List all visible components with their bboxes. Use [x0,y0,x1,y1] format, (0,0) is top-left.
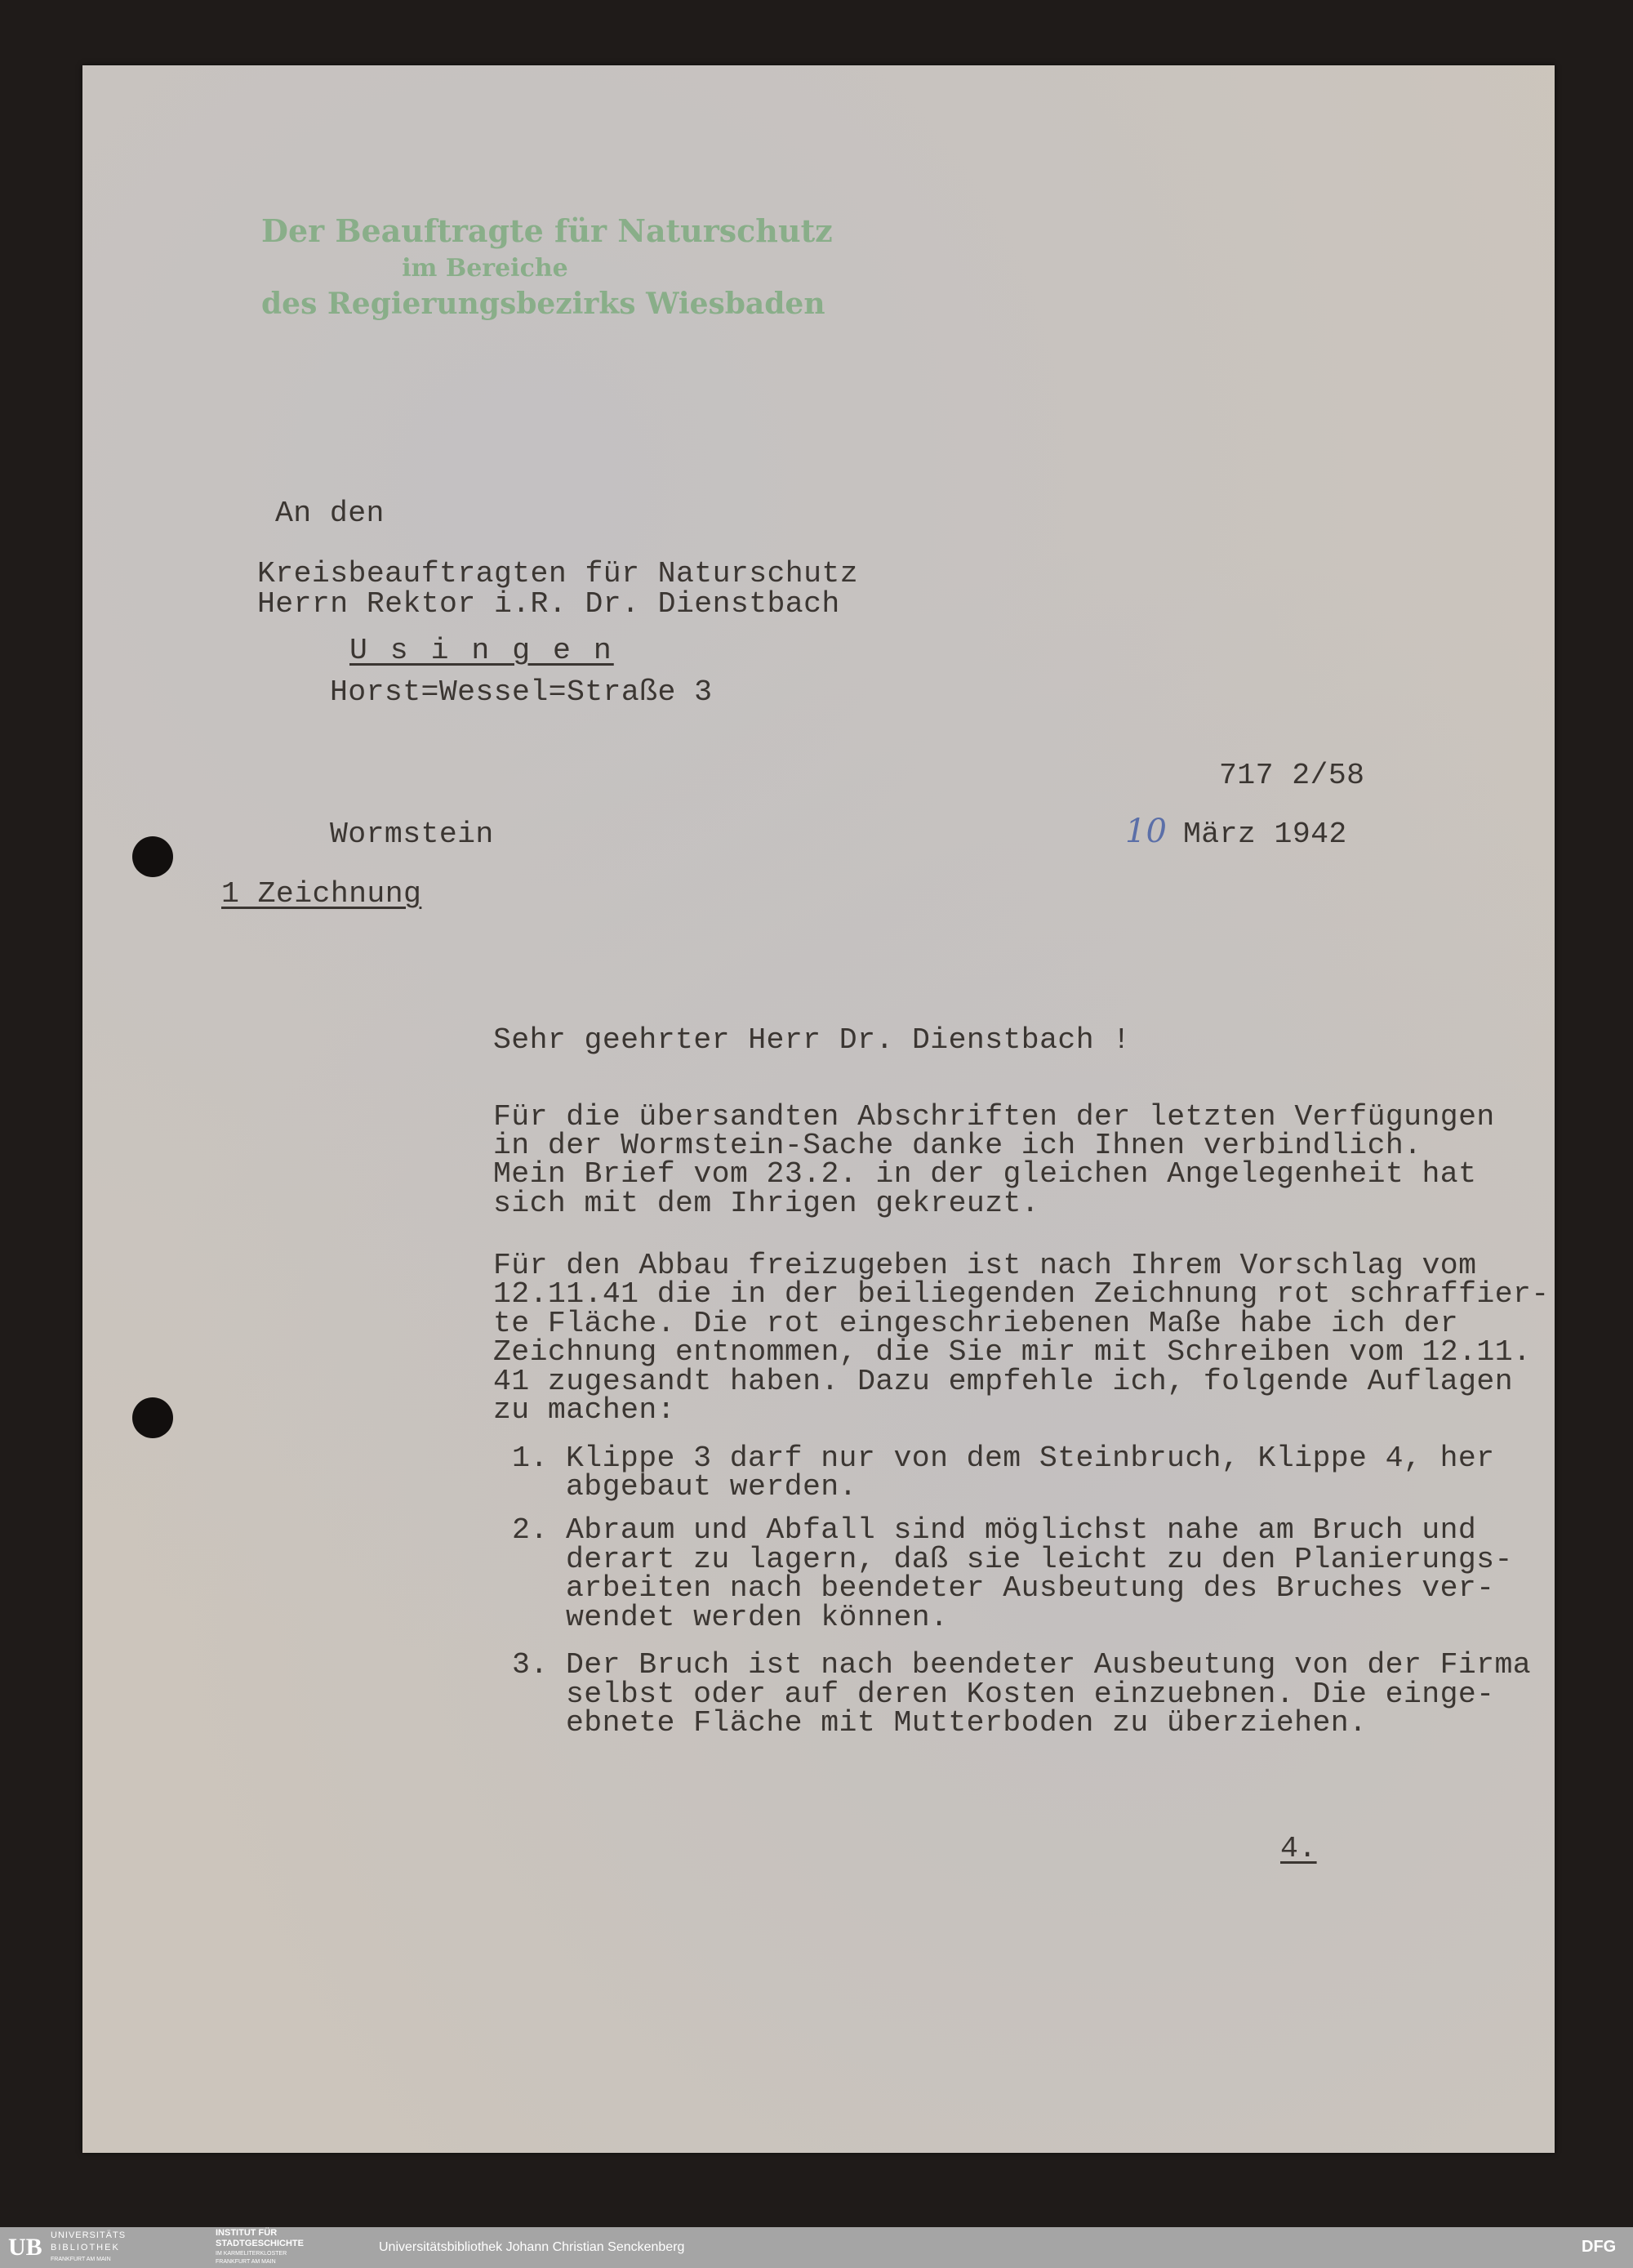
list-line: abgebaut werden. [566,1470,857,1504]
page-marker: 4. [1280,1832,1317,1865]
greeting: Sehr geehrter Herr Dr. Dienstbach ! [493,1023,1131,1057]
letterhead-line: des Regierungsbezirks Wiesbaden [261,287,825,321]
ub-text: BIBLIOTHEK [51,2243,120,2252]
address-an-den: An den [275,497,385,530]
list-number: 1. [512,1441,549,1475]
paragraph-line: 41 zugesandt haben. Dazu empfehle ich, folgende Auflagen [493,1365,1513,1398]
list-line: wendet werden können. [566,1601,949,1634]
address-recipient: Kreisbeauftragten für Naturschutz [257,557,859,590]
paragraph-line: Zeichnung entnommen, die Sie mir mit Schreiben vom 12.11. [493,1335,1532,1369]
paragraph-line: te Fläche. Die rot eingeschriebenen Maße habe ich der [493,1307,1459,1340]
paragraph-line: Für den Abbau freizugeben ist nach Ihrem Vorschlag vom [493,1249,1477,1282]
institut-text: STADTGESCHICHTE [216,2239,304,2248]
punch-hole [132,1397,173,1438]
letterhead-line: im Bereiche [402,254,568,283]
list-line: selbst oder auf deren Kosten einzuebnen. Die einge- [566,1678,1495,1711]
ub-logo: UB [8,2234,42,2261]
institut-text: FRANKFURT AM MAIN [216,2259,276,2265]
dfg-logo: DFG [1582,2238,1617,2256]
reference-number: 717 2/58 [1219,759,1365,792]
institut-text: INSTITUT FÜR [216,2228,278,2238]
ub-text: UNIVERSITÄTS [51,2230,127,2240]
paragraph-line: zu machen: [493,1393,676,1427]
institut-text: IM KARMELITERKLOSTER [216,2251,287,2257]
paragraph-line: Für die übersandten Abschriften der letzten Verfügungen [493,1100,1495,1134]
footer-bar [0,2227,1633,2268]
list-line: Abraum und Abfall sind möglichst nahe am Bruch und [566,1513,1477,1547]
date: März 1942 [1183,818,1347,851]
subject: Wormstein [330,818,494,851]
address-street: Horst=Wessel=Straße 3 [330,675,713,709]
list-line: ebnete Fläche mit Mutterboden zu überziehen. [566,1706,1368,1740]
list-number: 3. [512,1648,549,1682]
paragraph-line: sich mit dem Ihrigen gekreuzt. [493,1187,1040,1220]
list-line: derart zu lagern, daß sie leicht zu den Planierungs- [566,1543,1513,1576]
enclosure: 1 Zeichnung [221,877,422,911]
address-recipient: Herrn Rektor i.R. Dr. Dienstbach [257,587,840,621]
address-city: U s i n g e n [349,634,614,667]
list-number: 2. [512,1513,549,1547]
paragraph-line: in der Wormstein-Sache danke ich Ihnen verbindlich. [493,1129,1422,1162]
paragraph-line: 12.11.41 die in der beiliegenden Zeichnung rot schraffier- [493,1277,1550,1311]
ub-text: FRANKFURT AM MAIN [51,2257,111,2262]
date-day-handwritten: 10 [1125,813,1167,850]
paragraph-line: Mein Brief vom 23.2. in der gleichen Angelegenheit hat [493,1157,1477,1191]
list-line: Klippe 3 darf nur von dem Steinbruch, Klippe 4, her [566,1441,1495,1475]
letterhead-line: Der Beauftragte für Naturschutz [261,212,833,249]
list-line: arbeiten nach beendeter Ausbeutung des Bruches ver- [566,1571,1495,1605]
library-name: Universitätsbibliothek Johann Christian Senckenberg [379,2240,685,2254]
punch-hole [132,836,173,877]
list-line: Der Bruch ist nach beendeter Ausbeutung von der Firma [566,1648,1532,1682]
